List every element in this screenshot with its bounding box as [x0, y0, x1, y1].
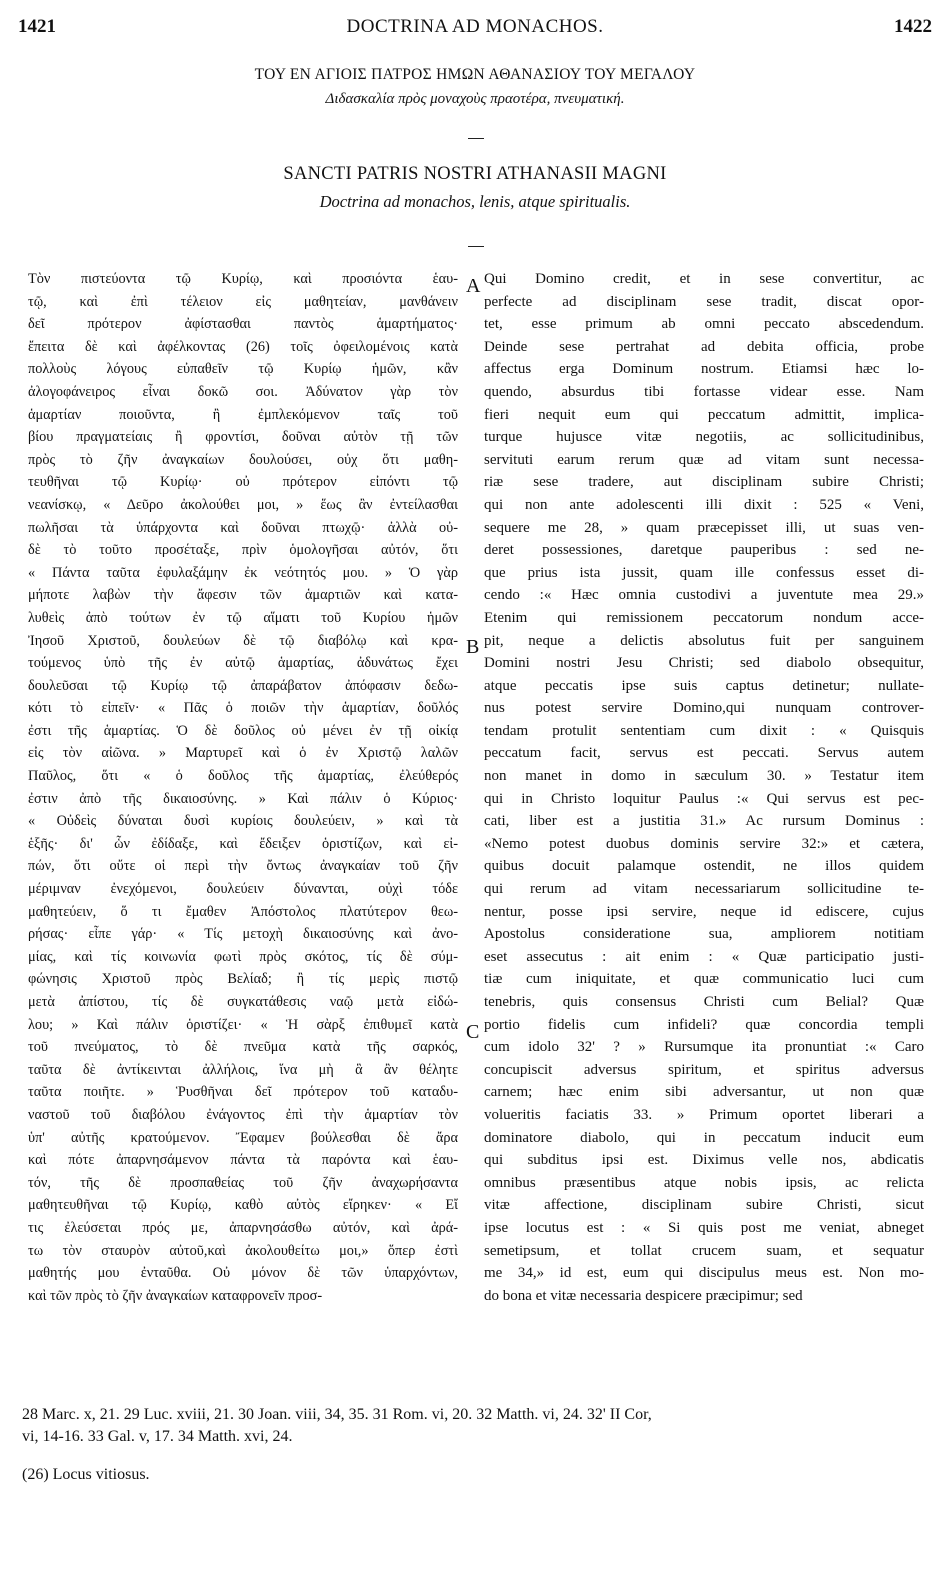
text-line: μαθητεύειν, ὅ τι ἔμαθεν Ἀπόστολος πλατύτερον θεω- [28, 903, 458, 920]
latin-title: SANCTI PATRIS NOSTRI ATHANASII MAGNI [283, 164, 667, 184]
text-line: peccatum facit, servus est peccati. Servus autem [484, 745, 924, 762]
text-line: tiæ cum iniquitate, et quæ communicatio luci cum [484, 971, 924, 988]
text-line: πών, ὅτι οὔτε οἱ περὶ τὴν ὄντως ἀναγκαίαν τοῦ ζῆν [28, 858, 458, 875]
text-line: νεανίσκῳ, « Δεῦρο ἀκολούθει μοι, » ἕως ἂν ἐντείλασθαι [28, 496, 458, 513]
text-line: μετὰ ἀπίστου, τίς δὲ συγκατάθεσις ναῷ μετὰ εἰδώ- [28, 994, 458, 1010]
text-line: qui non ante adolescenti illi dixit : 525 « Veni, [484, 496, 924, 513]
text-line: portio fidelis cum infideli? quæ concordia templi [484, 1016, 924, 1033]
page-number-right: 1422 [894, 16, 932, 37]
text-line: πρὸς τὸ ζῆν ἀναγκαίων δουλούσει, οὐχ ὅτι μαθη- [28, 451, 458, 468]
greek-title: ΤΟΥ ΕΝ ΑΓΙΟΙΣ ΠΑΤΡΟΣ ΗΜΩΝ ΑΘΑΝΑΣΙΟΥ ΤΟΥ ΜΕΓΑΛΟΥ [254, 66, 696, 83]
text-line: μαθητευθῆναι τῷ Κυρίῳ, καθὸ αὐτὸς εἴρηκεν· « Εἴ [28, 1197, 458, 1214]
text-line: tet, esse primum ab omni peccato abscedendum. [484, 316, 924, 333]
footnote-references [22, 1404, 932, 1448]
text-line: Παῦλος, ὅτι « ὁ δοῦλος τῆς ἁμαρτίας, ἐλεύθερός [28, 768, 458, 785]
text-line: riæ sese tradere, aut disciplinam subire Christi; [484, 474, 924, 491]
margin-letter: B [466, 636, 480, 658]
text-line: κότι τὸ εἰπεῖν· « Πᾶς ὁ ποιῶν τὴν ἁμαρτίαν, δοῦλός [28, 700, 458, 717]
text-line: dominatore diabolo, qui in peccatum inducit eum [484, 1129, 924, 1146]
text-line: ρήσας· εἶπε γάρ· « Τίς μετοχὴ δικαιοσύνης καὶ ἀνο- [28, 926, 458, 943]
text-line: δουλεῦσαι τῷ Κυρίῳ τῷ ἀπαράβατον ἀπόφασιν δεδω- [28, 677, 458, 694]
text-line: ἀλογοφάνειρος εἶναι δοκῶ σοι. Ἀδύνατον γὰρ τὸν [28, 383, 458, 400]
latin-column [484, 268, 924, 1307]
text-line: me 34,» id est, eum qui discipulus meus est. Non mo- [484, 1265, 924, 1282]
text-line: eset assecutus : ait enim : « Quæ participatio justi- [484, 948, 924, 965]
text-line: servituti earum rerum quæ ad vitam sunt necessa- [484, 451, 924, 468]
greek-subtitle: Διδασκαλία πρὸς μοναχοὺς πραοτέρα, πνευματική. [325, 91, 625, 107]
text-line: do bona et vitæ necessaria despicere præcipimur; sed [484, 1287, 803, 1304]
text-line: qui subditus ipsi est. Diximus velle nos, abdicatis [484, 1152, 924, 1169]
greek-column [28, 268, 458, 1307]
text-line: tenebris, quis consensus Christi cum Belial? Quæ [484, 994, 924, 1010]
page-number-left: 1421 [18, 16, 56, 37]
text-line: Τὸν πιστεύοντα τῷ Κυρίῳ, καὶ προσιόντα ἑαυ- [28, 271, 458, 287]
text-line: τῷ, καὶ ἐπὶ τέλειον εἰς μαθητείαν, μανθάνειν [28, 293, 458, 310]
text-line: Domini nostri Jesu Christi; sed diabolo obsequitur, [484, 655, 924, 672]
text-line: « Οὐδεὶς δύναται δυσὶ κυρίοις δουλεύειν, » καὶ τὰ [28, 813, 458, 830]
text-line: ἔπειτα δὲ καὶ ἀφέλκοντας (26) τοῖς ὀφειλομένοις κατὰ [28, 338, 458, 355]
text-line: εἰς τὸν αἰῶνα. » Μαρτυρεῖ καὶ ὁ ἐν Χριστῷ λαλῶν [28, 745, 458, 762]
text-line: «Nemo potest duobus dominis servire 32:» et cætera, [484, 835, 924, 852]
text-line: omnibus præsentibus atque nobis ipsis, ac relicta [484, 1174, 924, 1191]
text-line: δὲ τὸ τοῦτο προσέταξε, πρὶν ὁμολογῆσαι αὐτόν, ὅτι [28, 542, 458, 559]
text-line: μίας, καὶ τίς κοινωνία φωτὶ πρὸς σκότος, τίς δὲ σύμ- [28, 948, 458, 965]
text-line: Deinde sese pertrahat ad debita officia, probe [484, 338, 924, 355]
text-line: ἐστιν ἀπὸ τῆς δικαιοσύνης. » Καὶ πάλιν ὁ Κύριος· [28, 790, 458, 807]
text-line: ἁμαρτίαν ποιοῦντα, ἢ ἐμπλεκόμενον ταῖς τοῦ [28, 406, 458, 423]
text-line: Apostolus consideratione sua, ampliorem notitiam [484, 926, 924, 943]
running-header [18, 16, 932, 42]
text-line: qui rerum ad vitam necessariarum sollicitudine te- [484, 881, 924, 898]
text-line: μήποτε λαβὼν τὴν ἄφεσιν τῶν ἁμαρτιῶν καὶ κατα- [28, 587, 458, 604]
running-title: DOCTRINA AD MONACHOS. [346, 16, 604, 37]
title-divider [468, 246, 484, 247]
text-line: pit, neque a delictis absolutus fuit per sanguinem [484, 632, 924, 649]
text-line: ἑξῆς· δι' ὧν ἐδίδαξε, καὶ ἔδειξεν ὁριστίζων, καὶ εἰ- [28, 835, 458, 852]
title-divider [468, 138, 484, 139]
text-line: ἐστι τῆς ἁμαρτίας. Ὁ δὲ δοῦλος οὐ μένει ἐν τῇ οἰκίᾳ [28, 722, 458, 739]
editorial-note [22, 1464, 932, 1486]
text-line: vitæ affectione, disciplinam subire Christi, sicut [484, 1197, 924, 1214]
text-line: τόν, τῆς δὲ προσπαθείας τοῦ ζῆν ἀναχωρήσαντα [28, 1174, 458, 1191]
text-line: φώνησις Χριστοῦ πρὸς Βελίαδ; ἢ τίς μερὶς πιστῷ [28, 971, 458, 988]
latin-subtitle: Doctrina ad monachos, lenis, atque spiritualis. [319, 192, 631, 211]
text-line: λυθεὶς ἀπὸ τούτων ἐν τῷ αἵματι τοῦ Κυρίου ἡμῶν [28, 609, 458, 626]
text-line: καὶ πότε ἀπαρνησάμενον πάντα τὰ παρόντα καὶ ἑαυ- [28, 1152, 458, 1169]
text-line: semetipsum, et tollat crucem suam, et sequatur [484, 1242, 924, 1259]
text-line: τις ἐλεύσεται πρός με, ἀπαρνησάσθω αὐτόν, καὶ ἀρά- [28, 1219, 458, 1236]
text-line: ὑπ' αὐτῆς κρατούμενον. Ἔφαμεν βούλεσθαι δὲ ἄρα [28, 1129, 458, 1146]
text-line: τοῦ πνεύματος, τὸ δὲ πνεῦμα κατὰ τῆς σαρκός, [28, 1039, 458, 1056]
text-line: tendam protulit sententiam cum dixit : « Quisquis [484, 722, 924, 739]
text-line: nus potest servire Domino,qui nunquam controver- [484, 700, 924, 717]
text-line: τούμενος ὑπὸ τῆς ἐν αὐτῷ ἁμαρτίας, ἀδυνάτως ἔχει [28, 655, 458, 672]
text-line: ταῦτα δὲ ἀντίκεινται ἀλλήλοις, ἵνα μὴ ἃ ἂν θέλητε [28, 1061, 458, 1078]
text-line: καὶ τῶν πρὸς τὸ ζῆν ἀναγκαίων καταφρονεῖν προσ- [28, 1287, 323, 1304]
text-line: deret possessiones, daretque pauperibus : sed ne- [484, 542, 924, 559]
text-line: μέριμναν ἐνεχόμενοι, δουλεύειν δύνανται, οὐχὶ τόδε [28, 881, 458, 898]
text-line: sequere me 28, » quam præcepisset illi, ut suas ven- [484, 519, 924, 536]
text-line: qui in Christo loquitur Paulus :« Qui servus est pec- [484, 790, 924, 807]
text-line: cati, liber est a justitia 31.» Ac rursum Dominus : [484, 813, 924, 830]
text-line: πολλοὺς λόγους εὐπαθεῖν τῷ Κυρίῳ ἡμῶν, κἂν [28, 361, 458, 378]
text-line: ταῦτα ποιῆτε. » Ῥυσθῆναι δεῖ πρότερον τοῦ καταδυ- [28, 1084, 458, 1101]
footnote-line: (26) Locus vitiosus. [22, 1466, 150, 1483]
text-line: πωλῆσαι τὰ ὑπάρχοντα καὶ δοῦναι πτωχῷ· ἀλλὰ οὐ- [28, 519, 458, 536]
text-line: Qui Domino credit, et in sese convertitur, ac [484, 271, 924, 287]
footnote-line: 28 Marc. x, 21. 29 Luc. xviii, 21. 30 Joan. viii, 34, 35. 31 Rom. vi, 20. 32 Matth. vi, 24. 32' II Cor, [22, 1406, 652, 1423]
margin-letter: C [466, 1021, 480, 1043]
text-line: quendo, absurdus tibi fortasse videar esse. Nam [484, 383, 924, 400]
text-line: δεῖ πρότερον ἀφίστασθαι παντὸς ἁμαρτήματος· [28, 316, 458, 333]
text-line: cum idolo 32' ? » Rursumque ita pronuntiat :« Caro [484, 1039, 924, 1056]
text-line: Ἰησοῦ Χριστοῦ, δουλεύων δὲ τῷ διαβόλῳ καὶ κρα- [28, 632, 458, 649]
text-line: que prius ista jussit, quam ille confessus esset di- [484, 564, 924, 581]
text-line: βίου πραγματείαις ἢ φροντίσι, δοῦναι αὐτὸν τῇ τῶν [28, 429, 458, 446]
text-line: ipse locutus est : « Si quis post me veniat, abneget [484, 1219, 924, 1236]
text-line: ναστοῦ τοῦ διαβόλου ἐνάγοντος ἐπὶ τὴν ἁμαρτίαν τὸν [28, 1106, 458, 1123]
text-line: turque hujusce vitæ negotiis, ac sollicitudinibus, [484, 429, 924, 446]
text-line: « Πάντα ταῦτα ἐφυλαξάμην ἐκ νεότητός μου. » Ὁ γὰρ [28, 564, 458, 581]
text-line: perfecte ad disciplinam sese tradit, discat opor- [484, 293, 924, 310]
text-line: atque peccatis ipse suis captus detinetur; nullate- [484, 677, 924, 694]
text-line: Etenim qui remissionem peccatorum nondum acce- [484, 609, 924, 626]
text-line: cendo :« Hæc omnia custodivi a juventute mea 29.» [484, 587, 924, 604]
text-line: fieri nequit eum qui peccatum admittit, implica- [484, 406, 924, 423]
text-line: concupiscit adversus spiritum, et spiritus adversus [484, 1061, 924, 1078]
text-line: τω τὸν σταυρὸν αὐτοῦ,καὶ ἀκολουθείτω μοι,» ὅπερ ἐστὶ [28, 1242, 458, 1259]
text-line: non manet in domo in sæculum 30. » Testatur item [484, 768, 924, 785]
text-line: volueritis faciatis 33. » Primum oportet liberari a [484, 1106, 924, 1123]
footnote-line: vi, 14-16. 33 Gal. v, 17. 34 Matth. xvi, 24. [22, 1428, 293, 1445]
text-line: nentur, posse ipsi servire, neque id ediscere, cujus [484, 903, 924, 920]
text-line: λου; » Καὶ πάλιν ὁριστίζει· « Ἡ σὰρξ ἐπιθυμεῖ κατὰ [28, 1016, 458, 1033]
text-line: μαθητής μου ἐνταῦθα. Οὐ μόνον δὲ τῶν ὑπαρχόντων, [28, 1265, 458, 1282]
margin-letter: A [466, 275, 481, 297]
text-line: carnem; hæc enim sibi adversantur, ut non quæ [484, 1084, 924, 1101]
text-line: quibus docuit palamque ostendit, ne illos quidem [484, 858, 924, 875]
text-line: affectus erga Dominum nostrum. Etiamsi hæc lo- [484, 361, 924, 378]
text-line: τευθῆναι τῷ Κυρίῳ· οὐ πρότερον εἰπόντι τῷ [28, 474, 458, 491]
